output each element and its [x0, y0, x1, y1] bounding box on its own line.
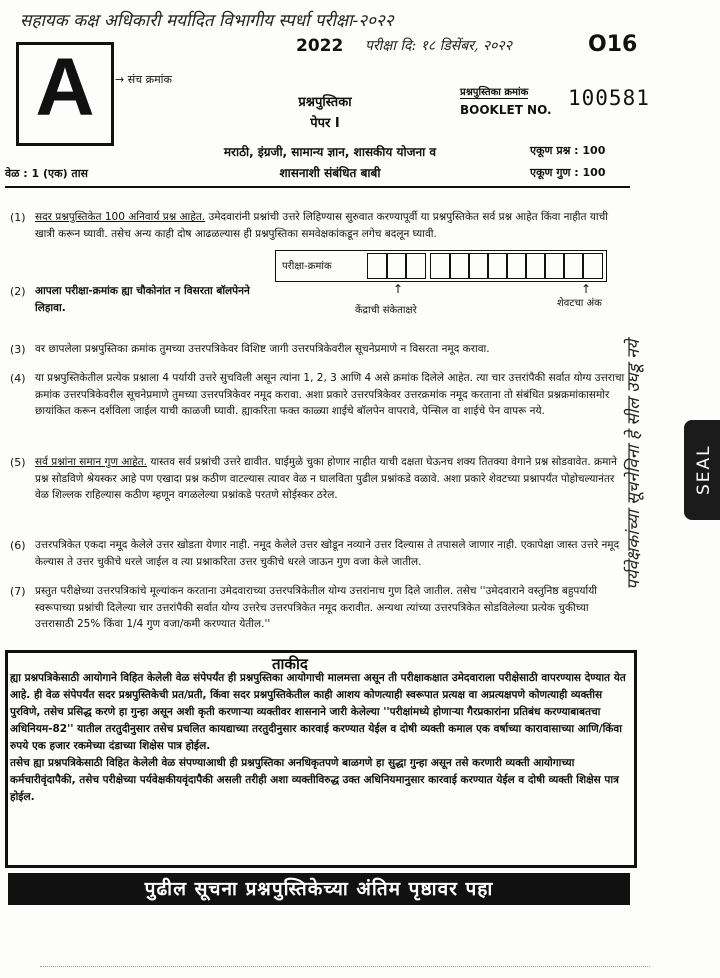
exam-year: 2022	[296, 36, 344, 56]
roll-digit-cell[interactable]	[405, 253, 426, 279]
roll-digit-cell[interactable]	[544, 253, 565, 279]
seal-label: SEAL	[694, 444, 714, 496]
paper-label: पेपर I	[310, 116, 340, 131]
roll-digit-cell[interactable]	[386, 253, 407, 279]
subjects-line-1: मराठी, इंग्रजी, सामान्य ज्ञान, शासकीय योजना व	[223, 145, 437, 159]
instruction-number: (1)	[10, 211, 26, 224]
roll-digit-cell[interactable]	[430, 253, 451, 279]
instruction-number: (5)	[10, 456, 26, 469]
instruction-number: (6)	[10, 539, 26, 552]
instruction-4: या प्रश्नपुस्तिकेतील प्रत्येक प्रश्नाला 4 पर्यायी उत्तरे सुचविली असून त्यांना 1, 2, 3 आणि 4 असे क्रमांक दिलेले आहेत. त्या चार उत्तरांपैकी सर्वात योग्य उत्तराचा क्रमांक उत्तरपत्रिकेवरील सूचनेप्रमाणे तुमच्या उत्तरपत्रिकेवर नमूद करावा. अशा प्रकारे उत्तरपत्रिकेवर उत्तरक्रमांक नमूद करताना तो संबंधित प्रश्नक्रमांकासमोर छायांकित करून दर्शविला जाईल याची काळजी घ्यावी. ह्याकरिता फक्त काळ्या शाईचे बॉलपेन वापरावे, पेन्सिल वा शाईचे पेन वापरू नये.	[35, 372, 625, 417]
instruction-text: यास्तव सर्व प्रश्नांची उत्तरे द्यावीत. घाईमुळे चुका होणार नाहीत याची दक्षता घेऊनच शक्य तितक्या वेगाने प्रश्न सोडवावेत. क्रमाने प्रश्न सोडविणे श्रेयस्कर आहे पण एखादा प्रश्न कठीण वाटल्यास त्यावर वेळ न घालविता पुढील प्रश्नांकडे वळावे. अशा प्रकारे शेवटच्या प्रश्नापर्यंत पोहोचल्यानंतर वेळ शिल्लक राहिल्यास कठीण म्हणून वगळलेल्या प्रश्नांकडे परतणे सोईस्कर ठरेल.	[35, 456, 617, 501]
set-letter: A	[35, 42, 95, 133]
instruction-number: (2)	[10, 285, 26, 298]
booklet-title: प्रश्नपुस्तिका	[298, 95, 352, 110]
instruction-7: प्रस्तुत परीक्षेच्या उत्तरपत्रिकांचे मूल्यांकन करताना उमेदवाराच्या उत्तरपत्रिकेतील योग्य उत्तरांनाच गुण दिले जातील. तसेच ''उमेदवाराने वस्तुनिष्ठ बहुपर्यायी स्वरूपाच्या प्रश्नांची दिलेल्या चार उत्तरांपैकी सर्वात योग्य उत्तरेच उत्तरपत्रिकेत नमूद करावीत. अन्यथा त्यांच्या उत्तरपत्रिकेत सोडविलेल्या प्रत्येक चुकीच्या उत्तरासाठी 25% किंवा 1/4 गुण वजा/कमी करण्यात येतील.''	[35, 585, 598, 630]
roll-number-label: परीक्षा-क्रमांक	[282, 261, 332, 272]
instruction-1	[35, 209, 625, 242]
instruction-number: (7)	[10, 585, 26, 598]
roll-digit-cell[interactable]	[468, 253, 489, 279]
roll-digit-cell[interactable]	[506, 253, 527, 279]
instruction-number: (4)	[10, 372, 26, 385]
subjects-line-2: शासनाशी संबंधित बाबी	[279, 166, 381, 180]
total-marks: एकूण गुण : 100	[530, 166, 606, 179]
warning-paragraph: ह्या प्रश्नपत्रिकेसाठी आयोगाने विहित केलेली वेळ संपेपर्यंत ही प्रश्नपुस्तिका आयोगाची मालमत्ता असून ती परीक्षाकक्षात उमेदवाराला परीक्षेसाठी वापरण्यास देण्यात येत आहे. ही वेळ संपेपर्यंत सदर प्रश्नपुस्तिकेची प्रत/प्रती, किंवा सदर प्रश्नपुस्तिकेतील काही आशय कोणत्याही स्वरूपात प्रत्यक्ष वा अप्रत्यक्षपणे कोणत्याही व्यक्तीस पुरविणे, तसेच प्रसिद्ध करणे हा गुन्हा असून अशी कृती करणाऱ्या व्यक्तीवर शासनाने जारी केलेल्या ''परीक्षांमध्ये होणाऱ्या गैरप्रकारांना प्रतिबंध करण्याबाबतचा अधिनियम-82'' यातील तरतुदीनुसार तसेच प्रचलित कायद्याच्या तरतुदीनुसार कारवाई करण्यात येईल व दोषी व्यक्ती कमाल एक वर्षाच्या कारावासाच्या आणि/किंवा रुपये एक हजार रकमेच्या दंडाच्या शिक्षेस पात्र होईल.	[10, 672, 626, 752]
seal-vertical-note: पर्यवेक्षकांच्या सूचनेविना हे सील उघडू नये	[624, 339, 644, 591]
instruction-text: उमेदवारांनी प्रश्नांची उत्तरे लिहिण्यास सुरुवात करण्यापूर्वी या प्रश्नपुस्तिकेत सर्व प्रश्न आहेत किंवा नाहीत याची खात्री करून घ्यावी. तसेच अन्य काही दोष आढळल्यास ही प्रश्नपुस्तिका समवेक्षकांकडून लगेच बदलून घ्यावी.	[35, 211, 609, 240]
time-allowed: वेळ : 1 (एक) तास	[5, 167, 88, 180]
warning-text	[10, 670, 628, 806]
series-code: O16	[588, 32, 638, 57]
arrow-up-icon: ↑	[581, 282, 592, 296]
booklet-number-label-marathi: प्रश्नपुस्तिका क्रमांक	[460, 84, 528, 99]
instruction-2: आपला परीक्षा-क्रमांक ह्या चौकोनांत न विसरता बॉलपेनने लिहावा.	[35, 285, 250, 314]
handwritten-exam-date: परीक्षा दि: १८ डिसेंबर, २०२२	[365, 38, 512, 54]
instruction-lead: सदर प्रश्नपुस्तिकेत 100 अनिवार्य प्रश्न आहेत.	[35, 211, 206, 223]
instruction-number: (3)	[10, 343, 26, 356]
roll-digit-cell[interactable]	[525, 253, 546, 279]
header-divider	[5, 186, 630, 188]
booklet-number-label: BOOKLET NO.	[460, 103, 552, 117]
instruction-6: उत्तरपत्रिकेत एकदा नमूद केलेले उत्तर खोडता येणार नाही. नमूद केलेले उत्तर खोडून नव्याने उत्तर दिल्यास ते तपासले जाणार नाही. एकापेक्षा जास्त उत्तरे नमूद केल्यास ते उत्तर चुकीचे धरले जाईल व त्या प्रश्नाकरिता उत्तर चुकीचे धरले जाऊन गुण वजा केले जातील.	[35, 539, 620, 568]
roll-digit-cell[interactable]	[367, 253, 388, 279]
instruction-lead: सर्व प्रश्नांना समान गुण आहेत.	[35, 456, 148, 468]
roll-digit-cell[interactable]	[449, 253, 470, 279]
arrow-up-icon: ↑	[393, 282, 404, 296]
handwritten-exam-title: सहायक कक्ष अधिकारी मर्यादित विभागीय स्पर्धा परीक्षा-२०२२	[20, 11, 394, 31]
last-digit-caption: शेवटचा अंक	[557, 298, 602, 309]
roll-digit-cell[interactable]	[563, 253, 584, 279]
bottom-dotted-line	[40, 966, 650, 967]
total-questions: एकूण प्रश्न : 100	[530, 144, 606, 157]
warning-title: ताकीद	[272, 655, 308, 673]
next-instructions-banner: पुढील सूचना प्रश्नपुस्तिकेच्या अंतिम पृष्ठावर पहा	[8, 873, 630, 905]
warning-paragraph: तसेच ह्या प्रश्नपत्रिकेसाठी विहित केलेली वेळ संपण्याआधी ही प्रश्नपुस्तिका अनधिकृतपणे बाळगणे हा सुद्धा गुन्हा असून तसे करणारी व्यक्ती आयोगाच्या कर्मचारीवृंदापैकी, तसेच परीक्षेच्या पर्यवेक्षकीयवृंदापैकी असली तरीही अशा व्यक्तीविरुद्ध उक्त अधिनियमानुसार कारवाई करण्यात येईल व दोषी व्यक्ती शिक्षेस पात्र होईल.	[10, 757, 619, 803]
instruction-3: वर छापलेला प्रश्नपुस्तिका क्रमांक तुमच्या उत्तरपत्रिकेवर विशिष्ट जागी उत्तरपत्रिकेवरील सूचनेप्रमाणे न विसरता नमूद करावा.	[35, 343, 490, 355]
booklet-number: 100581	[568, 86, 650, 110]
instruction-5	[35, 454, 625, 504]
set-label: → संच क्रमांक	[115, 73, 172, 86]
centre-code-caption: केंद्राची संकेताक्षरे	[355, 305, 417, 316]
roll-digit-cell[interactable]	[487, 253, 508, 279]
roll-digit-cell[interactable]	[582, 253, 603, 279]
